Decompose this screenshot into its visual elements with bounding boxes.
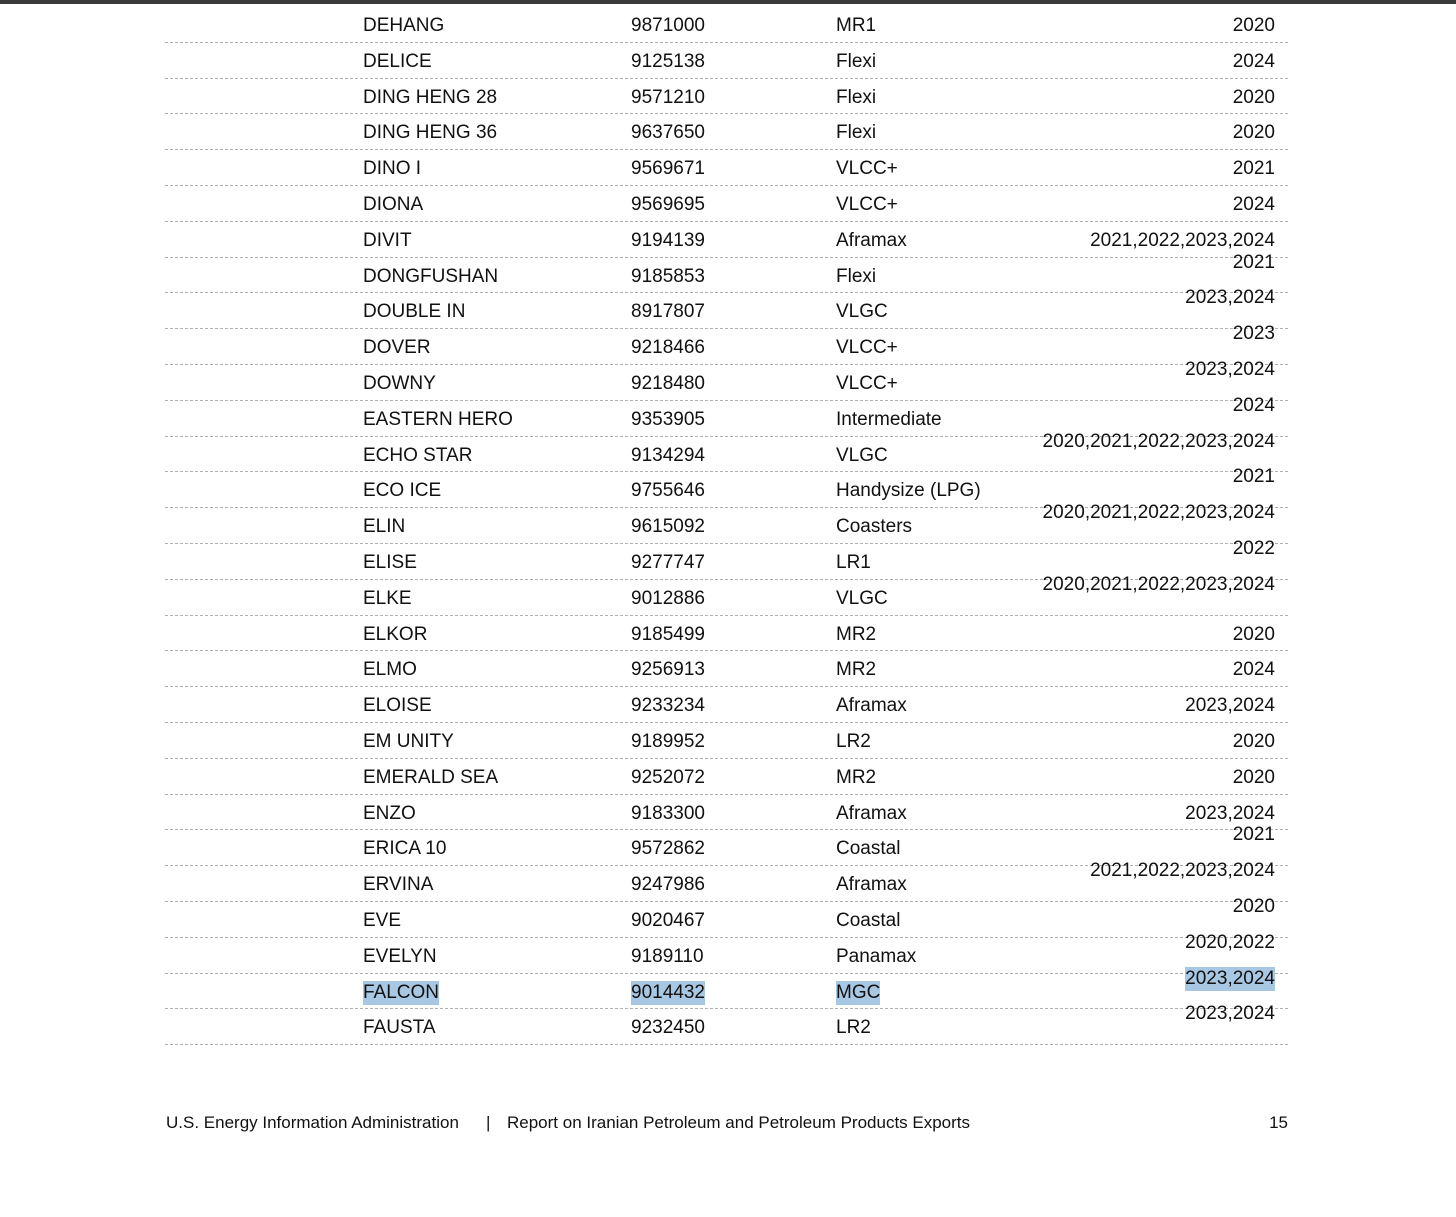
table-row <box>165 502 1288 544</box>
vessel-type-cell: Flexi <box>836 265 877 287</box>
vessel-type-cell: VLGC <box>836 587 888 609</box>
imo-number-cell: 9185499 <box>631 623 705 645</box>
vessel-type-cell: VLCC+ <box>836 372 898 394</box>
table-row <box>165 287 1288 329</box>
table-row <box>165 358 1288 401</box>
imo-number-cell: 9755646 <box>631 480 705 502</box>
table-row <box>165 43 1288 79</box>
table-row <box>165 1003 1288 1045</box>
vessel-type-cell: VLCC+ <box>836 337 898 359</box>
table-row <box>165 150 1288 186</box>
vessel-type-cell: MR2 <box>836 766 877 788</box>
vessel-name-cell: ERVINA <box>363 874 434 896</box>
years-cell: 2023,2024 <box>1185 287 1275 309</box>
vessel-type-cell: Flexi <box>836 86 877 108</box>
years-cell: 2023,2024 <box>1185 695 1275 717</box>
years-cell: 2024 <box>1232 50 1275 72</box>
table-row <box>165 114 1288 150</box>
imo-number-cell: 9189952 <box>631 730 705 752</box>
footer-page-number: 15 <box>1269 1113 1288 1132</box>
window-top-edge <box>0 0 1456 4</box>
years-cell: 2020,2021,2022,2023,2024 <box>1042 430 1275 452</box>
vessel-name-cell: FALCON <box>363 981 440 1003</box>
vessel-type-cell: VLGC <box>836 301 888 323</box>
years-cell: 2022 <box>1232 537 1275 559</box>
vessel-name-cell: DONGFUSHAN <box>363 265 499 287</box>
years-cell: 2023 <box>1232 323 1275 345</box>
imo-number-cell: 9218466 <box>631 337 705 359</box>
years-cell: 2021 <box>1232 158 1275 180</box>
vessel-type-cell: Coastal <box>836 838 901 860</box>
imo-number-cell: 9256913 <box>631 659 705 681</box>
imo-number-cell: 9014432 <box>631 981 705 1003</box>
imo-number-cell: 9252072 <box>631 766 705 788</box>
vessel-name-cell: EASTERN HERO <box>363 408 513 430</box>
years-cell: 2020 <box>1232 15 1275 36</box>
vessel-name-cell: DING HENG 28 <box>363 86 498 108</box>
table-row <box>165 186 1288 222</box>
imo-number-cell: 9277747 <box>631 551 705 573</box>
years-cell: 2020 <box>1232 122 1275 144</box>
vessel-name-cell: ECO ICE <box>363 480 442 502</box>
vessel-type-cell: MGC <box>836 981 881 1003</box>
footer-report-title: Report on Iranian Petroleum and Petroleum Products Exports <box>507 1113 971 1132</box>
imo-number-cell: 9247986 <box>631 874 705 896</box>
years-cell: 2020,2022 <box>1185 931 1275 953</box>
imo-number-cell: 9569671 <box>631 158 705 180</box>
table-row <box>165 573 1288 616</box>
imo-number-cell: 9012886 <box>631 587 705 609</box>
vessel-name-cell: DIONA <box>363 193 424 215</box>
vessel-name-cell: DELICE <box>363 50 432 72</box>
vessel-type-cell: MR2 <box>836 659 877 681</box>
imo-number-cell: 9218480 <box>631 372 705 394</box>
vessel-type-cell: Aframax <box>836 695 907 717</box>
vessel-name-cell: ELMO <box>363 659 417 681</box>
vessel-type-cell: LR2 <box>836 1017 871 1039</box>
imo-number-cell: 9232450 <box>631 1017 705 1039</box>
years-cell: 2023,2024 <box>1185 1003 1275 1025</box>
vessel-name-cell: FAUSTA <box>363 1017 436 1039</box>
table-row <box>165 860 1288 902</box>
vessel-name-cell: ERICA 10 <box>363 838 447 860</box>
years-cell: 2021 <box>1232 251 1275 273</box>
imo-number-cell: 9572862 <box>631 838 705 860</box>
vessel-type-cell: VLGC <box>836 444 888 466</box>
table-row <box>165 616 1288 652</box>
vessel-name-cell: DOUBLE IN <box>363 301 466 323</box>
vessel-type-cell: LR1 <box>836 551 871 573</box>
vessel-type-cell: VLCC+ <box>836 193 898 215</box>
imo-number-cell: 9571210 <box>631 86 705 108</box>
vessel-type-cell: LR2 <box>836 730 871 752</box>
imo-number-cell: 9020467 <box>631 909 705 931</box>
years-cell: 2023,2024 <box>1185 802 1275 824</box>
table-row <box>165 895 1288 938</box>
table-row <box>165 323 1288 365</box>
vessel-name-cell: DOVER <box>363 337 431 359</box>
vessel-type-cell: Coasters <box>836 516 913 538</box>
vessel-type-cell: MR1 <box>836 15 877 36</box>
vessel-name-cell: EVE <box>363 909 402 931</box>
footer-agency: U.S. Energy Information Administration <box>166 1113 459 1132</box>
vessel-name-cell: DOWNY <box>363 372 436 394</box>
vessel-name-cell: DEHANG <box>363 15 445 36</box>
years-cell: 2024 <box>1232 193 1275 215</box>
vessel-type-cell: Handysize (LPG) <box>836 480 981 502</box>
years-cell: 2020 <box>1232 623 1275 645</box>
vessel-type-cell: Coastal <box>836 909 901 931</box>
imo-number-cell: 9185853 <box>631 265 705 287</box>
years-cell: 2020,2021,2022,2023,2024 <box>1042 573 1275 595</box>
imo-number-cell: 9233234 <box>631 695 705 717</box>
table-row <box>165 251 1288 294</box>
imo-number-cell: 9125138 <box>631 50 705 72</box>
table-row <box>165 723 1288 759</box>
vessel-type-cell: MR2 <box>836 623 877 645</box>
years-cell: 2021 <box>1232 824 1275 846</box>
table-row <box>165 430 1288 473</box>
vessel-type-cell: Aframax <box>836 229 907 251</box>
vessel-name-cell: DINO I <box>363 158 422 180</box>
imo-number-cell: 9194139 <box>631 229 705 251</box>
vessel-table <box>165 7 1288 1045</box>
table-row <box>165 967 1288 1010</box>
vessel-name-cell: EM UNITY <box>363 730 454 752</box>
vessel-name-cell: EVELYN <box>363 945 437 967</box>
imo-number-cell: 8917807 <box>631 301 705 323</box>
imo-number-cell: 9189110 <box>631 945 704 967</box>
table-row <box>165 651 1288 687</box>
vessel-name-cell: EMERALD SEA <box>363 766 499 788</box>
imo-number-cell: 9569695 <box>631 193 705 215</box>
years-cell: 2023,2024 <box>1185 358 1275 380</box>
vessel-name-cell: DING HENG 36 <box>363 122 498 144</box>
vessel-type-cell: Flexi <box>836 50 877 72</box>
table-row <box>165 79 1288 115</box>
imo-number-cell: 9353905 <box>631 408 705 430</box>
table-row <box>165 931 1288 974</box>
years-cell: 2020 <box>1232 730 1275 752</box>
years-cell: 2024 <box>1232 659 1275 681</box>
years-cell: 2024 <box>1232 394 1275 416</box>
table-row <box>165 7 1288 43</box>
imo-number-cell: 9615092 <box>631 516 705 538</box>
table-row <box>165 687 1288 723</box>
imo-number-cell: 9637650 <box>631 122 705 144</box>
vessel-name-cell: ELKE <box>363 587 412 609</box>
years-cell: 2023,2024 <box>1185 967 1275 989</box>
vessel-name-cell: ELOISE <box>363 695 432 717</box>
footer-separator: | <box>486 1113 491 1132</box>
vessel-type-cell: Intermediate <box>836 408 942 430</box>
vessel-type-cell: Aframax <box>836 802 907 824</box>
years-cell: 2020 <box>1232 895 1275 917</box>
vessel-name-cell: ELIN <box>363 516 406 538</box>
vessel-name-cell: ELISE <box>363 551 417 573</box>
imo-number-cell: 9183300 <box>631 802 705 824</box>
vessel-type-cell: Panamax <box>836 945 917 967</box>
vessel-name-cell: ELKOR <box>363 623 428 645</box>
years-cell: 2021,2022,2023,2024 <box>1090 860 1275 882</box>
vessel-type-cell: Aframax <box>836 874 907 896</box>
vessel-type-cell: Flexi <box>836 122 877 144</box>
table-row <box>165 222 1288 258</box>
imo-number-cell: 9871000 <box>631 15 705 36</box>
vessel-name-cell: DIVIT <box>363 229 412 251</box>
table-row <box>165 759 1288 795</box>
years-cell: 2020 <box>1232 86 1275 108</box>
imo-number-cell: 9134294 <box>631 444 705 466</box>
vessel-name-cell: ECHO STAR <box>363 444 473 466</box>
vessel-type-cell: VLCC+ <box>836 158 898 180</box>
years-cell: 2020,2021,2022,2023,2024 <box>1042 502 1275 524</box>
years-cell: 2020 <box>1232 766 1275 788</box>
table-row <box>165 795 1288 831</box>
years-cell: 2021,2022,2023,2024 <box>1090 229 1275 251</box>
vessel-name-cell: ENZO <box>363 802 416 824</box>
years-cell: 2021 <box>1232 466 1275 488</box>
